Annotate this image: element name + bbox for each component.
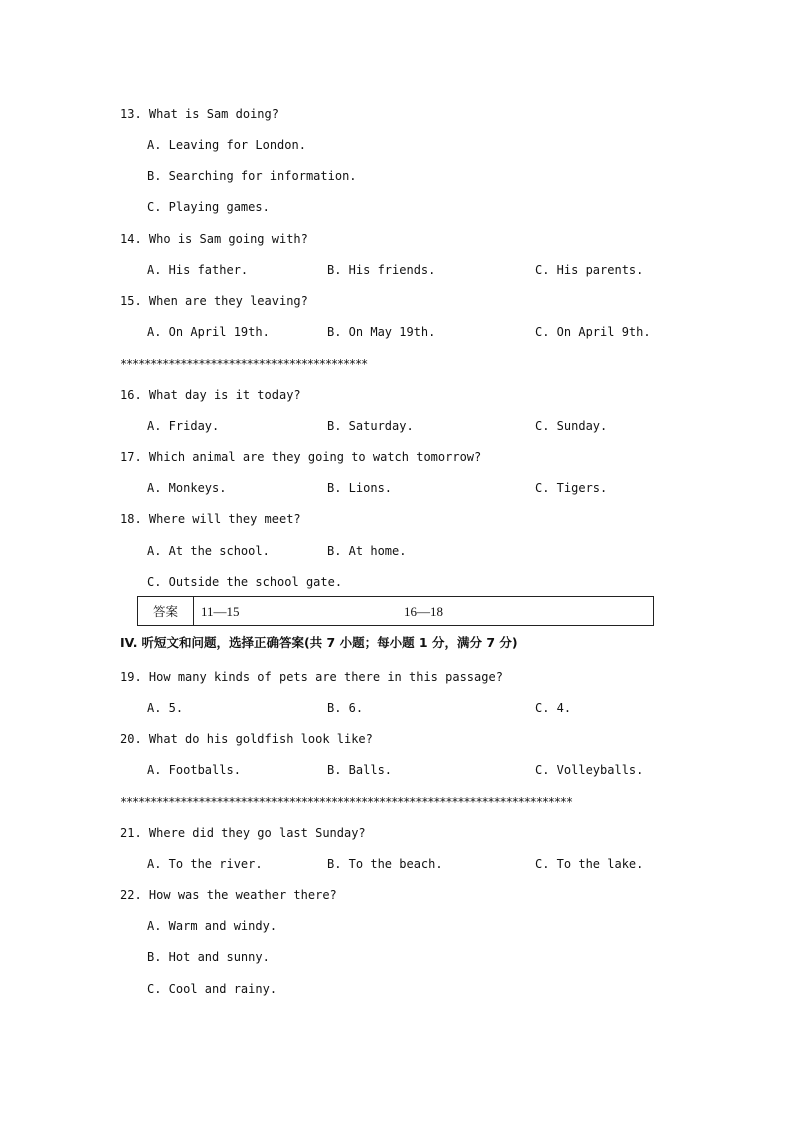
question-19: 19. How many kinds of pets are there in this passage? (120, 670, 503, 684)
question-15: 15. When are they leaving? (120, 294, 308, 308)
q21-option-b[interactable]: B. To the beach. (327, 857, 443, 871)
q15-option-c[interactable]: C. On April 9th. (535, 325, 651, 339)
question-20: 20. What do his goldfish look like? (120, 732, 373, 746)
q18-option-c[interactable]: C. Outside the school gate. (147, 575, 343, 589)
q18-option-a[interactable]: A. At the school. (147, 544, 270, 558)
q14-option-b[interactable]: B. His friends. (327, 263, 436, 277)
q16-option-c[interactable]: C. Sunday. (535, 419, 608, 433)
q17-option-b[interactable]: B. Lions. (327, 481, 393, 495)
q20-option-b[interactable]: B. Balls. (327, 763, 393, 777)
q14-option-a[interactable]: A. His father. (147, 263, 249, 277)
question-21: 21. Where did they go last Sunday? (120, 826, 366, 840)
q22-option-b[interactable]: B. Hot and sunny. (147, 950, 270, 964)
q18-option-b[interactable]: B. At home. (327, 544, 407, 558)
q14-option-c[interactable]: C. His parents. (535, 263, 644, 277)
q20-option-c[interactable]: C. Volleyballs. (535, 763, 644, 777)
section-iv-heading: IV. 听短文和问题，选择正确答案(共 7 小题；每小题 1 分，满分 7 分) (120, 635, 518, 650)
q13-option-a[interactable]: A. Leaving for London. (147, 138, 306, 152)
question-18: 18. Where will they meet? (120, 512, 301, 526)
q17-option-a[interactable]: A. Monkeys. (147, 481, 227, 495)
q19-option-a[interactable]: A. 5. (147, 701, 184, 715)
question-22: 22. How was the weather there? (120, 888, 337, 902)
answer-range-16-18[interactable]: 16—18 (404, 604, 443, 619)
q15-option-a[interactable]: A. On April 19th. (147, 325, 270, 339)
q16-option-a[interactable]: A. Friday. (147, 419, 220, 433)
q19-option-c[interactable]: C. 4. (535, 701, 572, 715)
question-16: 16. What day is it today? (120, 388, 301, 402)
q19-option-b[interactable]: B. 6. (327, 701, 364, 715)
question-14: 14. Who is Sam going with? (120, 232, 308, 246)
q21-option-a[interactable]: A. To the river. (147, 857, 263, 871)
question-13: 13. What is Sam doing? (120, 107, 279, 121)
q13-option-b[interactable]: B. Searching for information. (147, 169, 357, 183)
separator-stars-long: *************************************************************************** (120, 795, 572, 809)
q15-option-b[interactable]: B. On May 19th. (327, 325, 436, 339)
answer-label: 答案 (138, 597, 194, 625)
q16-option-b[interactable]: B. Saturday. (327, 419, 414, 433)
q13-option-c[interactable]: C. Playing games. (147, 200, 270, 214)
question-17: 17. Which animal are they going to watch tomorrow? (120, 450, 482, 464)
q20-option-a[interactable]: A. Footballs. (147, 763, 241, 777)
q21-option-c[interactable]: C. To the lake. (535, 857, 644, 871)
q17-option-c[interactable]: C. Tigers. (535, 481, 608, 495)
answer-box (137, 596, 654, 626)
q22-option-c[interactable]: C. Cool and rainy. (147, 982, 278, 996)
answer-range-11-15[interactable]: 11—15 (201, 604, 240, 619)
q22-option-a[interactable]: A. Warm and windy. (147, 919, 278, 933)
separator-stars: ***************************************** (120, 357, 368, 371)
